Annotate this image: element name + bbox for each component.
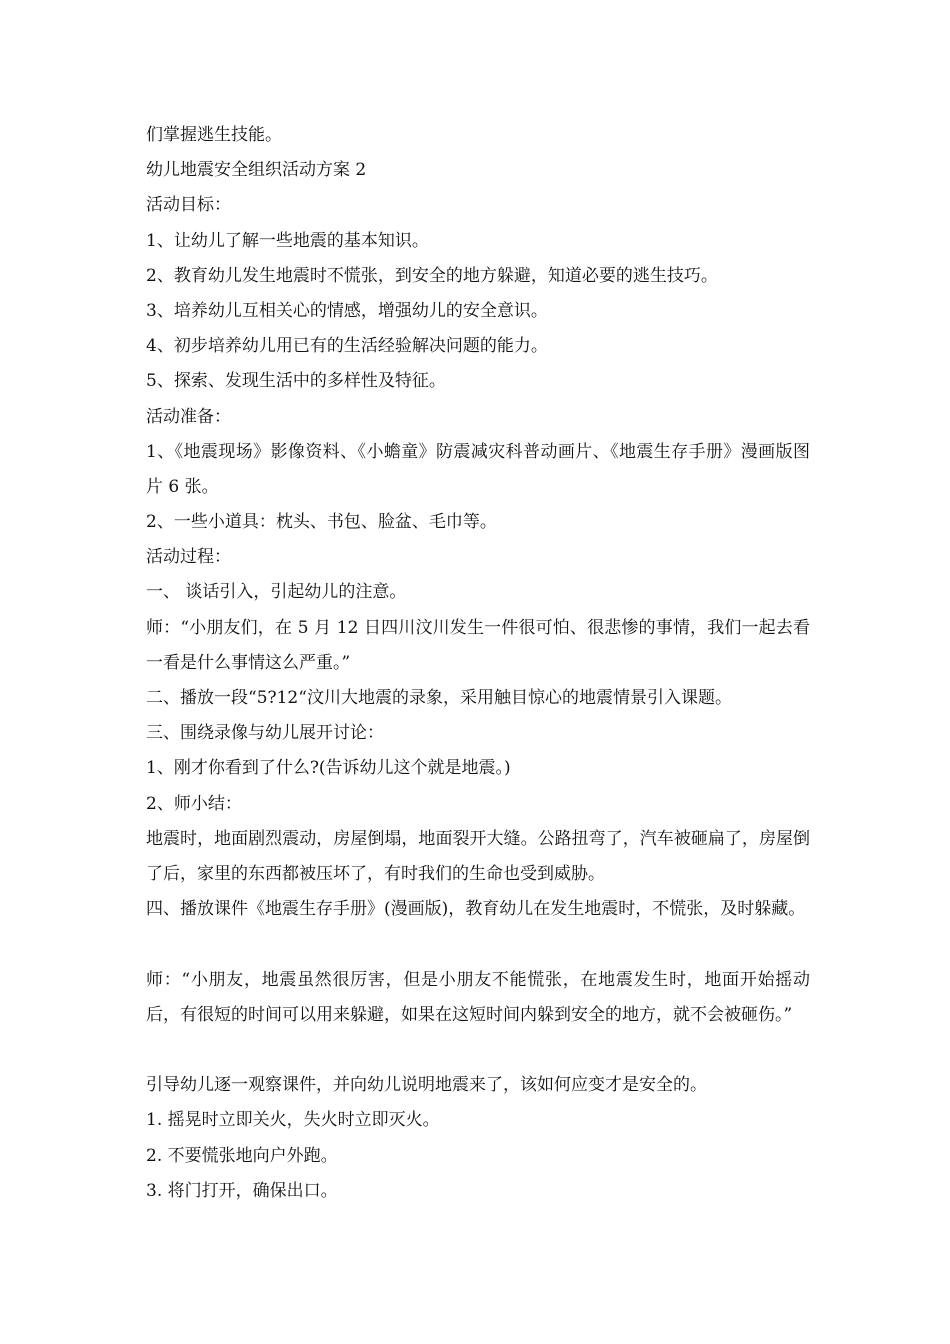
goal-item: 5、探索、发现生活中的多样性及特征。 [146,371,446,392]
guidance-paragraph: 引导幼儿逐一观察课件，并向幼儿说明地震来了，该如何应变才是安全的。 [146,1075,707,1096]
safety-rule: 3. 将门打开，确保出口。 [146,1180,338,1201]
process-step: 三、围绕录像与幼儿展开讨论： [146,723,384,744]
paragraph-continuation: 们掌握逃生技能。 [146,125,282,145]
process-step: 一、 谈话引入，引起幼儿的注意。 [146,582,407,603]
goal-item: 1、让幼儿了解一些地震的基本知识。 [146,230,429,251]
heading-activity-process: 活动过程： [146,547,231,568]
goal-item: 3、培养幼儿互相关心的情感，增强幼儿的安全意识。 [146,300,548,321]
heading-activity-preparation: 活动准备： [146,406,231,427]
preparation-item: 1、《地震现场》影像资料、《小蟾童》防震减灾科普动画片、《地震生存手册》漫画版图片 6 张。 [146,441,810,497]
discussion-item: 1、刚才你看到了什么?(告诉幼儿这个就是地震。) [146,758,511,779]
teacher-quote: 师：“小朋友，地震虽然很厉害，但是小朋友不能慌张，在地震发生时，地面开始摇动后，有很短的时间可以用来躲避，如果在这短时间内躲到安全的地方，就不会被砸伤。” [146,969,810,1025]
section-title: 幼儿地震安全组织活动方案 2 [146,160,367,181]
teacher-quote: 师：“小朋友们，在 5 月 12 日四川汶川发生一件很可怕、很悲惨的事情，我们一起去看一看是什么事情这么严重。” [146,617,810,673]
discussion-item: 2、师小结： [146,793,242,814]
process-step: 四、播放课件《地震生存手册》(漫画版)，教育幼儿在发生地震时，不慌张，及时躲藏。 [146,899,806,920]
safety-rule: 1. 摇晃时立即关火，失火时立即灭火。 [146,1110,440,1131]
goal-item: 2、教育幼儿发生地震时不慌张，到安全的地方躲避，知道必要的逃生技巧。 [146,265,718,286]
summary-paragraph: 地震时，地面剧烈震动，房屋倒塌，地面裂开大缝。公路扭弯了，汽车被砸扁了，房屋倒了后，家里的东西都被压坏了，有时我们的生命也受到威胁。 [146,828,810,884]
process-step: 二、播放一段“5?12“汶川大地震的录象，采用触目惊心的地震情景引入课题。 [146,688,732,709]
heading-activity-goals: 活动目标： [146,195,231,216]
safety-rule: 2. 不要慌张地向户外跑。 [146,1145,338,1166]
goal-item: 4、初步培养幼儿用已有的生活经验解决问题的能力。 [146,336,548,357]
document-body [146,118,810,1209]
preparation-item: 2、一些小道具：枕头、书包、脸盆、毛巾等。 [146,512,497,533]
